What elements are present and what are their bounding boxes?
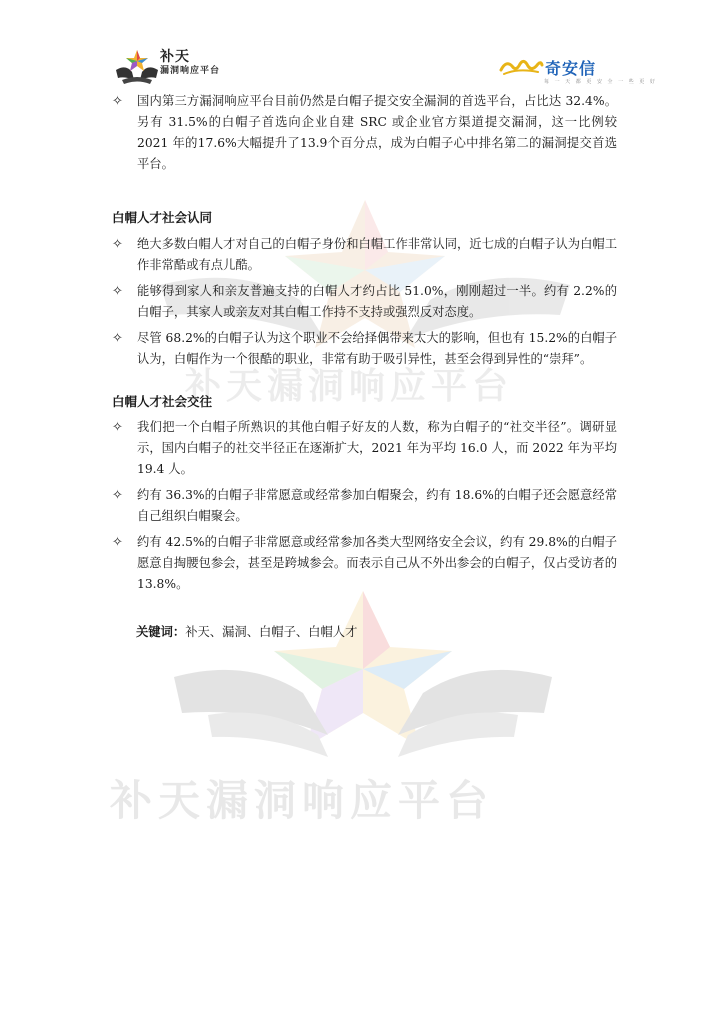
watermark-text-middle: 补天漏洞响应平台	[185, 366, 514, 407]
document-body	[112, 91, 617, 642]
list-item-text: 我们把一个白帽子所熟识的其他白帽子好友的人数，称为白帽子的“社交半径”。调研显示，国内白帽子的社交半径正在逐渐扩大，2021 年为平均 16.0 人，而 2022 年为平均 19.4 人。	[137, 420, 617, 476]
list-item-text: 约有 36.3%的白帽子非常愿意或经常参加白帽聚会，约有 18.6%的白帽子还会愿意经常自己组织白帽聚会。	[137, 488, 617, 523]
qianxin-script-icon	[498, 56, 544, 78]
watermark-text-bottom: 补天漏洞响应平台	[110, 776, 495, 825]
list-item	[112, 328, 617, 370]
keywords	[136, 622, 617, 642]
keywords-label: 关键词：	[136, 625, 186, 639]
diamond-bullet-icon: ✧	[112, 284, 123, 299]
diamond-bullet-icon: ✧	[112, 488, 123, 503]
list-item	[112, 281, 617, 323]
butian-logo-name: 补天	[160, 49, 190, 65]
list-item	[112, 234, 617, 276]
qianxin-logo-tagline: 每 一 天 都 更 安 全 一 些 更 好	[544, 79, 657, 85]
butian-logo-subtitle: 漏洞响应平台	[160, 66, 221, 76]
section-title-social-interaction: 白帽人才社会交往	[112, 394, 213, 409]
qianxin-logo-name: 奇安信	[545, 59, 597, 78]
list-item-text: 绝大多数白帽人才对自己的白帽子身份和白帽工作非常认同，近七成的白帽子认为白帽工作非常酷或有点儿酷。	[137, 237, 617, 272]
diamond-bullet-icon: ✧	[112, 94, 123, 109]
section-title-social-recognition: 白帽人才社会认同	[112, 210, 213, 225]
list-item-text: 能够得到家人和亲友普遍支持的白帽人才约占比 51.0%，刚刚超过一半。约有 2.2%的白帽子，其家人或亲友对其白帽工作持不支持或强烈反对态度。	[137, 284, 617, 319]
list-item-text: 国内第三方漏洞响应平台目前仍然是白帽子提交安全漏洞的首选平台，占比达 32.4%。另有 31.5%的白帽子首选向企业自建 SRC 或企业官方渠道提交漏洞，这一比例较 2021 年的17.6%大幅提升了13.9个百分点，成为白帽子心中排名第二的漏洞提交首选平台。	[137, 94, 617, 171]
list-item	[112, 417, 617, 480]
qianxin-logo	[498, 54, 657, 88]
keywords-value: 补天、漏洞、白帽子、白帽人才	[185, 625, 358, 639]
list-item	[112, 485, 617, 527]
diamond-bullet-icon: ✧	[112, 420, 123, 435]
list-item-text: 尽管 68.2%的白帽子认为这个职业不会给择偶带来太大的影响，但也有 15.2%的白帽子认为，白帽作为一个很酷的职业，非常有助于吸引异性，甚至会得到异性的“崇拜”。	[137, 331, 617, 366]
butian-logo	[114, 48, 244, 88]
list-item-text: 约有 42.5%的白帽子非常愿意或经常参加各类大型网络安全会议，约有 29.8%的白帽子愿意自掏腰包参会，甚至是跨城参会。而表示自己从不外出参会的白帽子，仅占受访者的 13.8%。	[137, 535, 617, 591]
diamond-bullet-icon: ✧	[112, 237, 123, 252]
diamond-bullet-icon: ✧	[112, 535, 123, 550]
list-item	[112, 532, 617, 595]
butian-star-icon	[114, 48, 160, 86]
diamond-bullet-icon: ✧	[112, 331, 123, 346]
list-item	[112, 91, 617, 175]
